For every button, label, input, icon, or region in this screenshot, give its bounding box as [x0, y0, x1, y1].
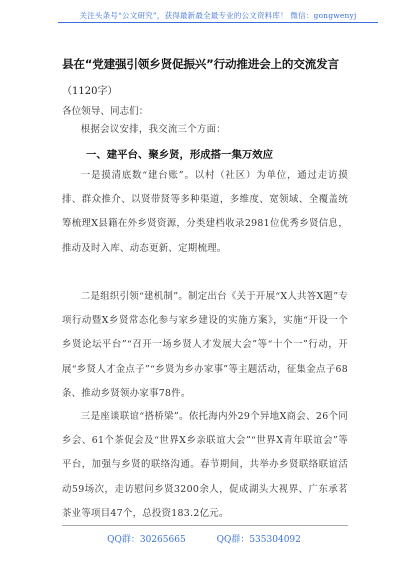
footer-qq-group-2: QQ群：535304092: [216, 535, 301, 545]
footer-qq-group-1: QQ群：30265665: [107, 535, 186, 545]
body-paragraph-2: 二是组织引领“建机制”。制定出台《关于开展“X人共答X题”专项行动暨X乡贤常态化参与家乡建设的实施方案》，实施“开设一个乡贤论坛平台”“召开一场乡贤人才发展大会”等“十个一”行动，开展“乡贤人才金点子”“乡贤为乡办家事”等主题活动，征集金点子68条、推动乡贤领办家事78件。: [62, 291, 348, 399]
salutation: 各位领导、同志们：: [62, 106, 149, 117]
header-divider: [58, 22, 378, 23]
body-paragraph-3: 三是座谈联谊“搭桥梁”。依托海内外29个异地X商会、26个同乡会、61个茶促会及“世界X乡亲联谊大会”“世界X青年联谊会”等平台，加强与乡贤的联络沟通。春节期间，共举办乡贤联络联谊活动59场次，走访慰问乡贤3200余人，促成湖头大视界、广东承茗茶业等项目47个，总投资183.2亿元。: [62, 411, 348, 519]
page-header-banner: 关注头条号“公文研究”，获得最新最全最专业的公文资料库！ 微信：gongwenyj: [79, 11, 357, 20]
section-heading: 一、建平台、聚乡贤，形成搭一集万效应: [86, 149, 274, 161]
document-title: 县在“党建强引领乡贤促振兴”行动推进会上的交流发言: [62, 57, 339, 71]
word-count: （1120字）: [62, 86, 118, 97]
intro-paragraph: 根据会议安排，我交流三个方面：: [80, 124, 226, 135]
page-footer: [0, 532, 408, 545]
body-paragraph-1: 一是摸清底数“建台账”。以村（社区）为单位，通过走访摸排、群众推介、以贤带贤等多种渠道，多维度、宽领域、全覆盖统筹梳理X县籍在外乡贤资源，分类建档收录2981位优秀乡贤信息，推动及时入库、动态更新、定期梳理。: [62, 170, 348, 254]
footer-divider: [62, 525, 348, 526]
